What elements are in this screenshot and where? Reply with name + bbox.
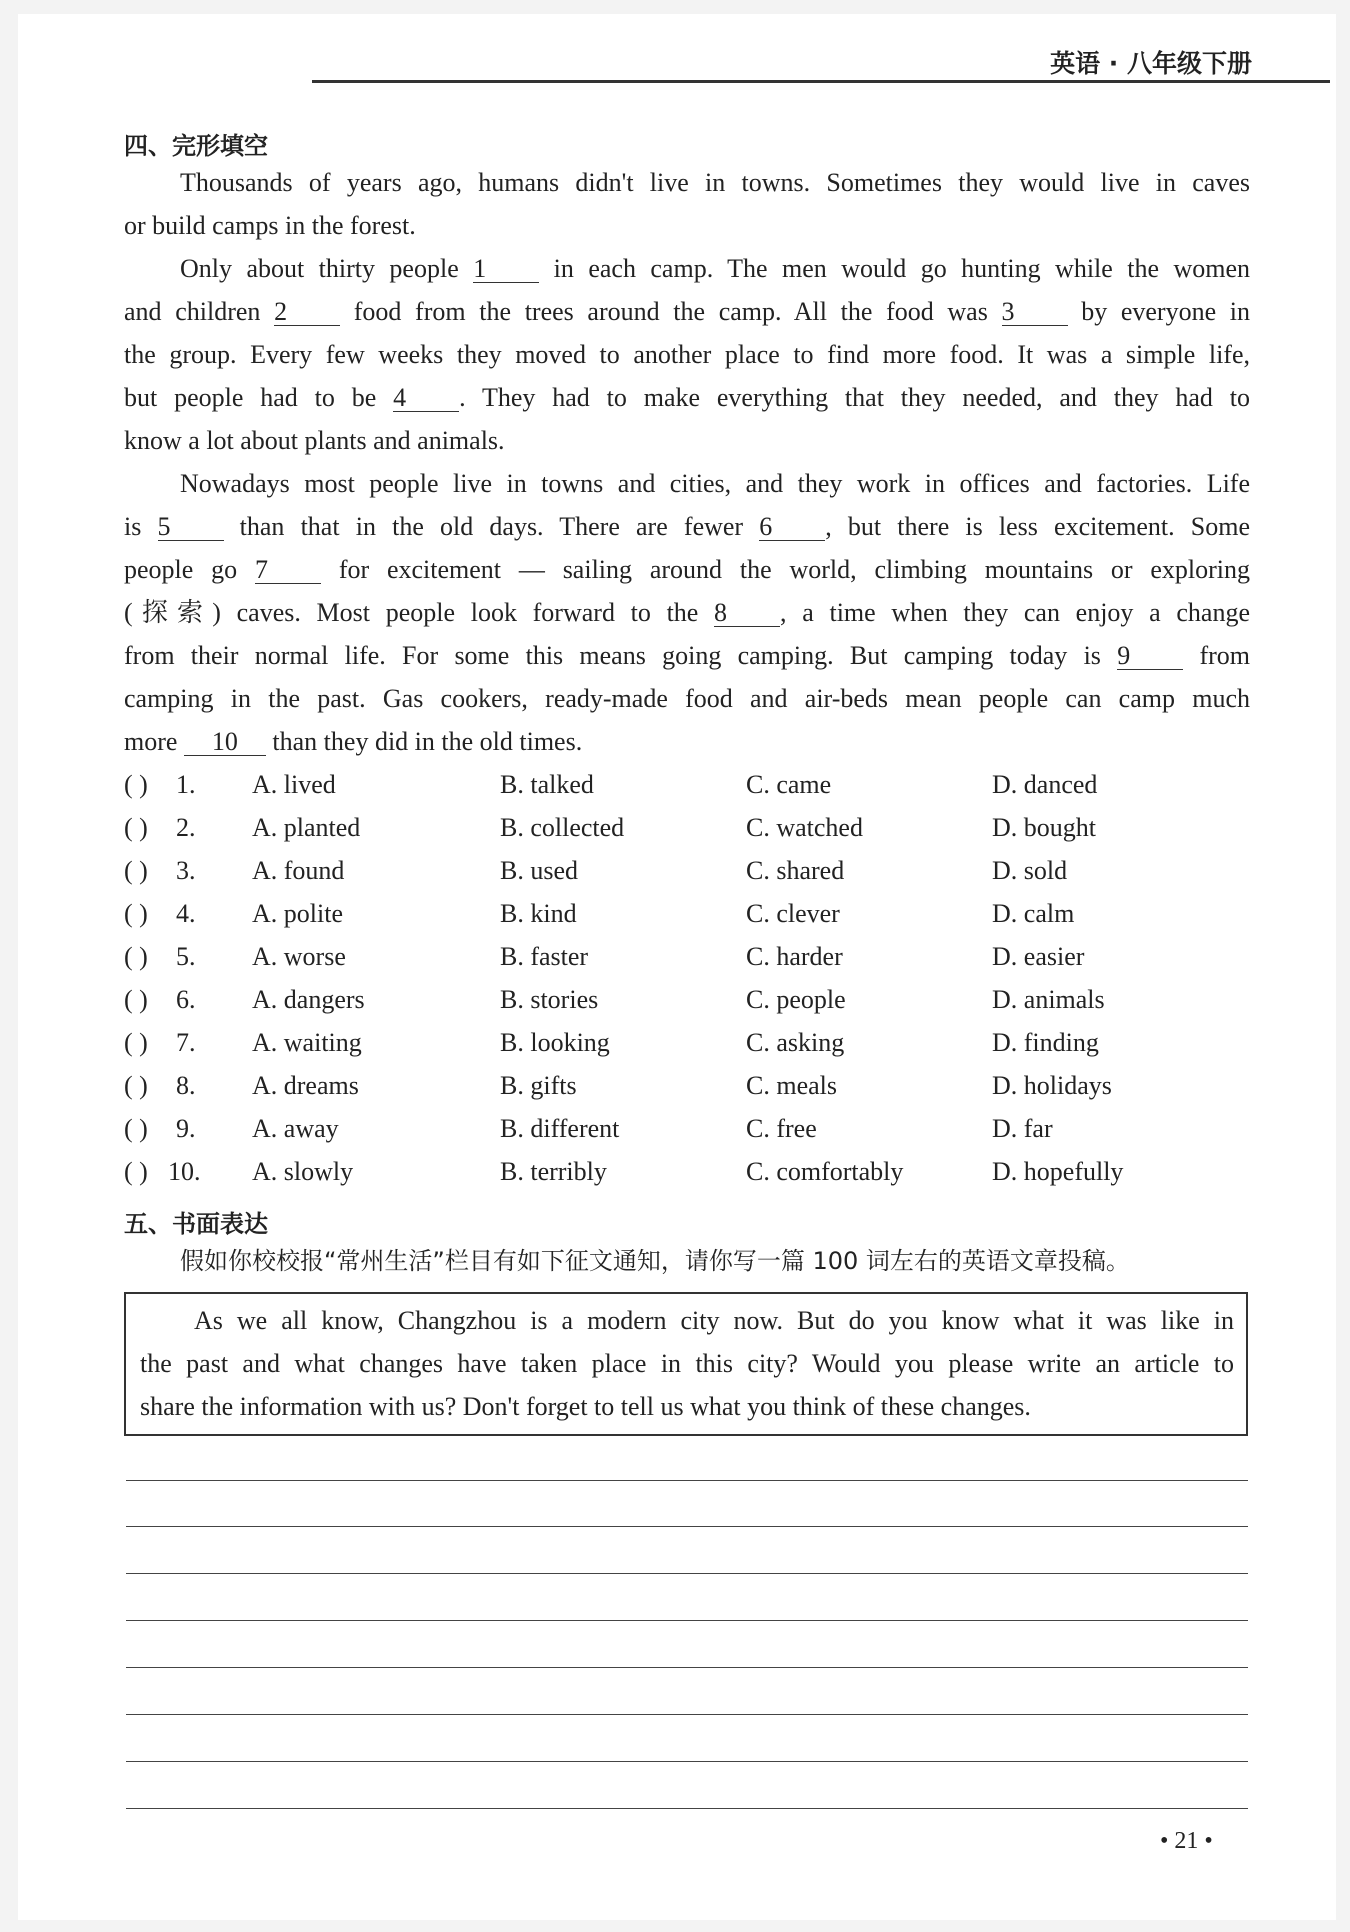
option-c: C. comfortably bbox=[746, 1157, 904, 1186]
writing-line[interactable] bbox=[126, 1808, 1248, 1809]
passage-text: in each camp. The men would go hunting while the women bbox=[553, 254, 1251, 283]
answer-bracket[interactable]: ( ) bbox=[124, 770, 148, 799]
option-row bbox=[124, 1071, 1250, 1103]
option-a: A. dangers bbox=[252, 985, 365, 1014]
header-rule bbox=[312, 80, 1330, 83]
option-row bbox=[124, 770, 1250, 802]
option-c: C. asking bbox=[746, 1028, 845, 1057]
notice-line: the past and what changes have taken place in this city? Would you please write an article to bbox=[140, 1349, 1234, 1378]
book-title: 英语 · 八年级下册 bbox=[1050, 49, 1252, 78]
passage-line bbox=[124, 297, 1250, 327]
option-b: B. looking bbox=[500, 1028, 610, 1057]
option-c: C. harder bbox=[746, 942, 843, 971]
answer-bracket[interactable]: ( ) bbox=[124, 813, 148, 842]
page-number: • 21 • bbox=[1160, 1828, 1213, 1854]
answer-bracket[interactable]: ( ) bbox=[124, 985, 148, 1014]
option-a: A. dreams bbox=[252, 1071, 359, 1100]
question-number: 9. bbox=[176, 1114, 196, 1143]
passage-text: from their normal life. For some this means going camping. But camping today is bbox=[124, 641, 1101, 670]
passage-line bbox=[124, 727, 1250, 757]
writing-line[interactable] bbox=[126, 1714, 1248, 1715]
passage-text: more bbox=[124, 727, 178, 756]
notice-box bbox=[124, 1292, 1248, 1436]
option-a: A. found bbox=[252, 856, 345, 885]
option-b: B. different bbox=[500, 1114, 620, 1143]
passage-line: or build camps in the forest. bbox=[124, 211, 416, 240]
option-a: A. worse bbox=[252, 942, 346, 971]
passage-text: but people had to be bbox=[124, 383, 377, 412]
answer-bracket[interactable]: ( ) bbox=[124, 1071, 148, 1100]
passage-text: and children bbox=[124, 297, 261, 326]
passage-line: Thousands of years ago, humans didn't live in towns. Sometimes they would live in caves bbox=[180, 168, 1250, 197]
question-number: 5. bbox=[176, 942, 196, 971]
section-title-cloze: 四、完形填空 bbox=[124, 132, 268, 160]
writing-line[interactable] bbox=[126, 1620, 1248, 1621]
answer-bracket[interactable]: ( ) bbox=[124, 856, 148, 885]
passage-text: than they did in the old times. bbox=[272, 727, 583, 756]
passage-line: camping in the past. Gas cookers, ready-made food and air-beds mean people can camp much bbox=[124, 684, 1250, 713]
option-row bbox=[124, 1157, 1250, 1189]
option-d: D. calm bbox=[992, 899, 1075, 928]
passage-line: the group. Every few weeks they moved to another place to find more food. It was a simple life, bbox=[124, 340, 1250, 369]
option-d: D. far bbox=[992, 1114, 1053, 1143]
question-number: 3. bbox=[176, 856, 196, 885]
option-b: B. talked bbox=[500, 770, 594, 799]
blank-4: 4 bbox=[393, 385, 459, 412]
question-number: 1. bbox=[176, 770, 196, 799]
option-c: C. came bbox=[746, 770, 832, 799]
blank-6: 6 bbox=[759, 514, 825, 541]
option-b: B. gifts bbox=[500, 1071, 577, 1100]
passage-text: by everyone in bbox=[1081, 297, 1251, 326]
writing-instruction: 假如你校校报“常州生活”栏目有如下征文通知，请你写一篇 100 词左右的英语文章投稿。 bbox=[180, 1247, 1130, 1275]
writing-line[interactable] bbox=[126, 1526, 1248, 1527]
option-b: B. collected bbox=[500, 813, 625, 842]
passage-line bbox=[124, 555, 1250, 585]
blank-7: 7 bbox=[255, 557, 321, 584]
question-number: 6. bbox=[176, 985, 196, 1014]
blank-5: 5 bbox=[158, 514, 224, 541]
section-title-writing: 五、书面表达 bbox=[124, 1210, 268, 1238]
notice-line: As we all know, Changzhou is a modern city now. But do you know what it was like in bbox=[194, 1306, 1234, 1335]
option-b: B. stories bbox=[500, 985, 599, 1014]
writing-line[interactable] bbox=[126, 1573, 1248, 1574]
passage-text: than that in the old days. There are fewer bbox=[239, 512, 744, 541]
passage-text: is bbox=[124, 512, 142, 541]
passage-line: Nowadays most people live in towns and cities, and they work in offices and factories. Life bbox=[180, 469, 1250, 498]
passage-text: . They had to make everything that they needed, and they had to bbox=[459, 383, 1250, 412]
option-d: D. danced bbox=[992, 770, 1098, 799]
option-d: D. sold bbox=[992, 856, 1068, 885]
blank-1: 1 bbox=[473, 256, 539, 283]
option-c: C. people bbox=[746, 985, 846, 1014]
option-c: C. shared bbox=[746, 856, 845, 885]
option-row bbox=[124, 985, 1250, 1017]
answer-bracket[interactable]: ( ) bbox=[124, 1114, 148, 1143]
option-b: B. used bbox=[500, 856, 578, 885]
blank-8: 8 bbox=[714, 600, 780, 627]
passage-text: , a time when they can enjoy a change bbox=[780, 598, 1250, 627]
question-number: 7. bbox=[176, 1028, 196, 1057]
option-row bbox=[124, 813, 1250, 845]
option-c: C. free bbox=[746, 1114, 817, 1143]
option-d: D. finding bbox=[992, 1028, 1099, 1057]
option-a: A. away bbox=[252, 1114, 339, 1143]
passage-text: , but there is less excitement. Some bbox=[825, 512, 1250, 541]
passage-text: for excitement — sailing around the world, climbing mountains or exploring bbox=[338, 555, 1251, 584]
option-b: B. faster bbox=[500, 942, 589, 971]
answer-bracket[interactable]: ( ) bbox=[124, 942, 148, 971]
answer-bracket[interactable]: ( ) bbox=[124, 1157, 148, 1186]
option-row bbox=[124, 942, 1250, 974]
option-row bbox=[124, 899, 1250, 931]
passage-text: from bbox=[1199, 641, 1251, 670]
option-d: D. bought bbox=[992, 813, 1096, 842]
writing-line[interactable] bbox=[126, 1761, 1248, 1762]
option-b: B. terribly bbox=[500, 1157, 607, 1186]
option-c: C. meals bbox=[746, 1071, 837, 1100]
question-number: 4. bbox=[176, 899, 196, 928]
blank-2: 2 bbox=[274, 299, 340, 326]
option-row bbox=[124, 1028, 1250, 1060]
option-d: D. easier bbox=[992, 942, 1085, 971]
option-row bbox=[124, 856, 1250, 888]
option-d: D. hopefully bbox=[992, 1157, 1124, 1186]
answer-bracket[interactable]: ( ) bbox=[124, 1028, 148, 1057]
question-number: 2. bbox=[176, 813, 196, 842]
question-number: 8. bbox=[176, 1071, 196, 1100]
blank-9: 9 bbox=[1117, 643, 1183, 670]
option-c: C. watched bbox=[746, 813, 863, 842]
passage-text: people go bbox=[124, 555, 238, 584]
option-row bbox=[124, 1114, 1250, 1146]
passage-text: food from the trees around the camp. All the food was bbox=[353, 297, 988, 326]
option-b: B. kind bbox=[500, 899, 577, 928]
notice-line: share the information with us? Don't forget to tell us what you think of these changes. bbox=[140, 1392, 1031, 1421]
option-d: D. animals bbox=[992, 985, 1105, 1014]
passage-line bbox=[124, 641, 1250, 671]
blank-10: 10 bbox=[184, 729, 266, 756]
passage-text: Only about thirty people bbox=[180, 254, 459, 283]
option-a: A. waiting bbox=[252, 1028, 362, 1057]
passage-line: know a lot about plants and animals. bbox=[124, 426, 505, 455]
option-a: A. planted bbox=[252, 813, 361, 842]
option-a: A. polite bbox=[252, 899, 343, 928]
writing-line[interactable] bbox=[126, 1667, 1248, 1668]
option-c: C. clever bbox=[746, 899, 840, 928]
passage-text: (探索) caves. Most people look forward to the bbox=[124, 598, 699, 627]
blank-3: 3 bbox=[1002, 299, 1068, 326]
option-a: A. lived bbox=[252, 770, 336, 799]
passage-line bbox=[180, 254, 1250, 284]
option-a: A. slowly bbox=[252, 1157, 354, 1186]
answer-bracket[interactable]: ( ) bbox=[124, 899, 148, 928]
option-d: D. holidays bbox=[992, 1071, 1112, 1100]
passage-line bbox=[124, 512, 1250, 542]
writing-line[interactable] bbox=[126, 1480, 1248, 1481]
question-number: 10. bbox=[168, 1157, 201, 1186]
passage-line bbox=[124, 383, 1250, 413]
passage-line bbox=[124, 598, 1250, 628]
